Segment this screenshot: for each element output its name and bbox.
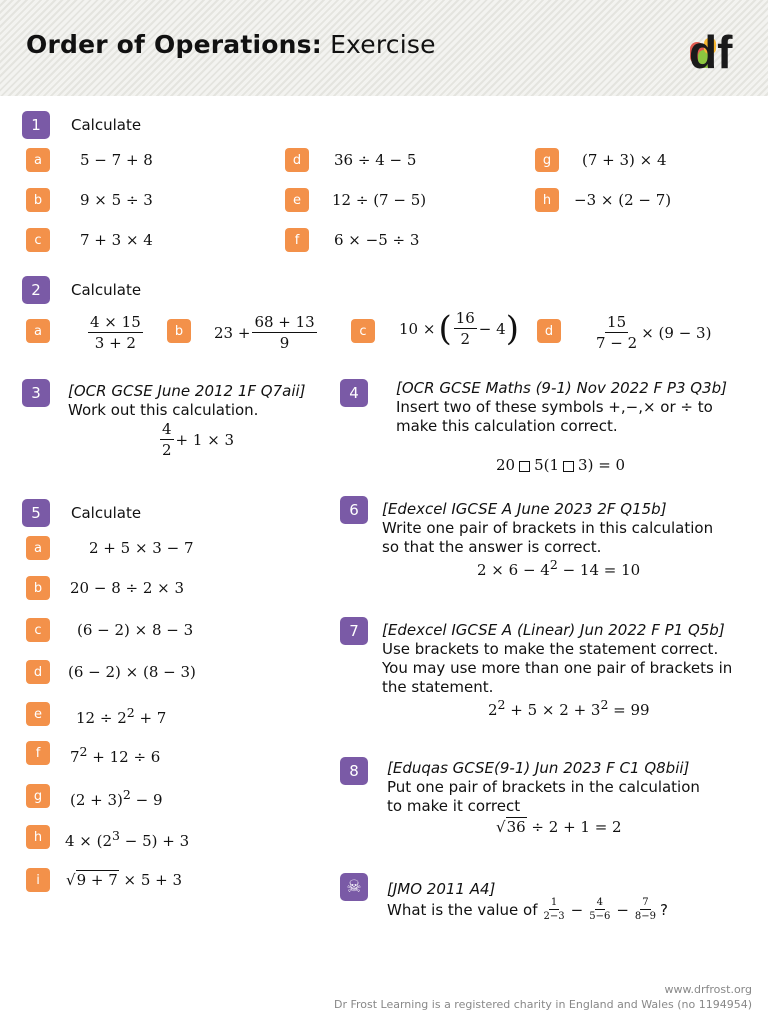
question-number-5: 5 [22, 499, 50, 527]
q1-part-label: f [285, 228, 309, 252]
footer-charity: Dr Frost Learning is a registered charity in England and Wales (no 1194954) [333, 998, 752, 1011]
q8-source: [Eduqas GCSE(9-1) Jun 2023 F C1 Q8bii] [387, 759, 690, 777]
q5-part-expr: $(2 + 3)^2 - 9$ [70, 787, 163, 809]
q3-denominator: 2 [162, 441, 172, 459]
q8-expression: √36 ÷ 2 + 1 = 2 [496, 818, 622, 836]
q2b-numerator: 68 + 13 [254, 313, 315, 331]
q2c-suffix: − 4 [478, 319, 506, 338]
question-number-8: 8 [340, 757, 368, 785]
q9-frac1-den: 2−3 [543, 911, 565, 922]
q5-part-expr: 20 − 8 ÷ 2 × 3 [70, 579, 185, 597]
title-bold: Order of Operations: [26, 30, 322, 59]
q2b-prefix: 23 + [214, 323, 251, 342]
q4-expr-part: 5(1 [534, 456, 560, 474]
q2-part-label: a [26, 319, 50, 343]
q5-part-label: h [26, 825, 50, 849]
q6-source: [Edexcel IGCSE A June 2023 2F Q15b] [382, 500, 667, 518]
q5-part-expr: $4 \times (2^3 - 5) + 3$ [65, 828, 190, 850]
q2d-expression [592, 313, 711, 352]
q1-part-label: g [535, 148, 559, 172]
q9-text: What is the value of [387, 900, 538, 919]
q3-source: [OCR GCSE June 2012 1F Q7aii] [68, 382, 306, 400]
skull-icon: ☠ [340, 873, 368, 901]
q2c-denominator: 2 [460, 330, 471, 348]
q2d-numerator: 15 [607, 313, 627, 331]
q1-part-label: c [26, 228, 50, 252]
q9-frac2-den: 5−6 [589, 911, 611, 922]
q5-part-label: g [26, 784, 50, 808]
q2c-numerator: 16 [455, 309, 475, 327]
question-number-4: 4 [340, 379, 368, 407]
q9-question: What is the value of $\frac{1}{2-3}$ − $\frac{4}{5-6}$ − $\frac{7}{8-9}$ ? [387, 897, 668, 922]
q8-line2: to make it correct [387, 797, 521, 815]
q2a-numerator: 4 × 15 [90, 313, 141, 331]
q1-part-expr: 12 ÷ (7 − 5) [332, 191, 427, 209]
q2b-denominator: 9 [279, 334, 290, 352]
q1-instruction: Calculate [71, 116, 142, 134]
q9-question-mark: ? [660, 900, 668, 919]
title-rest: Exercise [330, 30, 436, 59]
q5-part-expr: 2 + 5 × 3 − 7 [89, 539, 194, 557]
q5-part-label: i [26, 868, 50, 892]
q5-part-label: b [26, 576, 50, 600]
q5-instruction: Calculate [71, 504, 142, 522]
q4-line2: make this calculation correct. [396, 417, 618, 435]
q1-part-label: a [26, 148, 50, 172]
question-number-2: 2 [22, 276, 50, 304]
q1-part-expr: 36 ÷ 4 − 5 [334, 151, 417, 169]
svg-text:df: df [689, 28, 733, 72]
q9-frac3-num: 7 [642, 897, 649, 908]
q2a-expression [86, 313, 145, 352]
q5-part-label: e [26, 702, 50, 726]
q2-part-label: c [351, 319, 375, 343]
q1-part-expr: (7 + 3) × 4 [582, 151, 667, 169]
q1-part-expr: 5 − 7 + 8 [80, 151, 153, 169]
blank-box-icon [563, 461, 574, 472]
q5-part-expr: (6 − 2) × (8 − 3) [68, 663, 196, 681]
question-number-1: 1 [22, 111, 50, 139]
q4-expr-part: 20 [496, 456, 516, 474]
q4-line1: Insert two of these symbols +,−,× or ÷ to [396, 398, 713, 416]
q9-frac3-den: 8−9 [634, 911, 656, 922]
q2d-suffix: × (9 − 3) [641, 323, 712, 342]
q7-line1: Use brackets to make the statement correct. [382, 640, 719, 658]
footer-url: www.drfrost.org [664, 983, 752, 996]
question-number-6: 6 [340, 496, 368, 524]
q1-part-label: e [285, 188, 309, 212]
q2b-expression [214, 313, 319, 352]
q3-text: Work out this calculation. [68, 401, 259, 419]
question-number-3: 3 [22, 379, 50, 407]
q4-source: [OCR GCSE Maths (9-1) Nov 2022 F P3 Q3b] [396, 379, 728, 397]
q7-line2: You may use more than one pair of brackets in [382, 659, 733, 677]
q2c-prefix: 10 × [399, 319, 436, 338]
page-title [26, 30, 436, 59]
q1-part-expr: 6 × −5 ÷ 3 [334, 231, 420, 249]
q5-part-expr: $12 \div 2^2 + 7$ [76, 705, 167, 727]
q1-part-label: b [26, 188, 50, 212]
q7-line3: the statement. [382, 678, 494, 696]
q6-line2: so that the answer is correct. [382, 538, 602, 556]
header-banner [0, 0, 768, 96]
q5-part-label: d [26, 660, 50, 684]
q2a-denominator: 3 + 2 [94, 334, 136, 352]
q3-numerator: 4 [162, 420, 172, 438]
q6-line1: Write one pair of brackets in this calculation [382, 519, 714, 537]
q2d-denominator: 7 − 2 [596, 334, 638, 352]
q9-frac2-num: 4 [596, 897, 603, 908]
q1-part-label: h [535, 188, 559, 212]
q6-expression: $2 \times 6 - 4^2 - 14 = 10$ [477, 557, 641, 579]
blank-box-icon [519, 461, 530, 472]
q1-part-label: d [285, 148, 309, 172]
q5-part-expr: (6 − 2) × 8 − 3 [77, 621, 194, 639]
q7-expression: $2^2 + 5 \times 2 + 3^2 = 99$ [488, 697, 650, 719]
q4-expr-part: 3) = 0 [578, 456, 626, 474]
q4-expression [496, 456, 625, 474]
question-number-7: 7 [340, 617, 368, 645]
q2c-expression: 10 × ( $\frac{16}{2}$ − 4 ) [399, 308, 519, 349]
q2-part-label: d [537, 319, 561, 343]
q1-part-expr: 7 + 3 × 4 [80, 231, 153, 249]
q9-frac1-num: 1 [550, 897, 558, 908]
drfrost-logo [688, 28, 746, 72]
q3-expression [158, 420, 234, 459]
q7-source: [Edexcel IGCSE A (Linear) Jun 2022 F P1 Q5b] [382, 621, 725, 639]
q2-part-label: b [167, 319, 191, 343]
q5-part-label: a [26, 536, 50, 560]
q2-instruction: Calculate [71, 281, 142, 299]
q5-part-label: c [26, 618, 50, 642]
q9-source: [JMO 2011 A4] [387, 880, 496, 898]
q5-part-label: f [26, 741, 50, 765]
q1-part-expr: 9 × 5 ÷ 3 [80, 191, 153, 209]
q8-line1: Put one pair of brackets in the calculation [387, 778, 700, 796]
q5-part-expr: √9 + 7 × 5 + 3 [66, 871, 183, 889]
q3-suffix: + 1 × 3 [175, 430, 235, 449]
q5-part-expr: $7^2 + 12 \div 6$ [70, 744, 161, 766]
q1-part-expr: −3 × (2 − 7) [574, 191, 672, 209]
